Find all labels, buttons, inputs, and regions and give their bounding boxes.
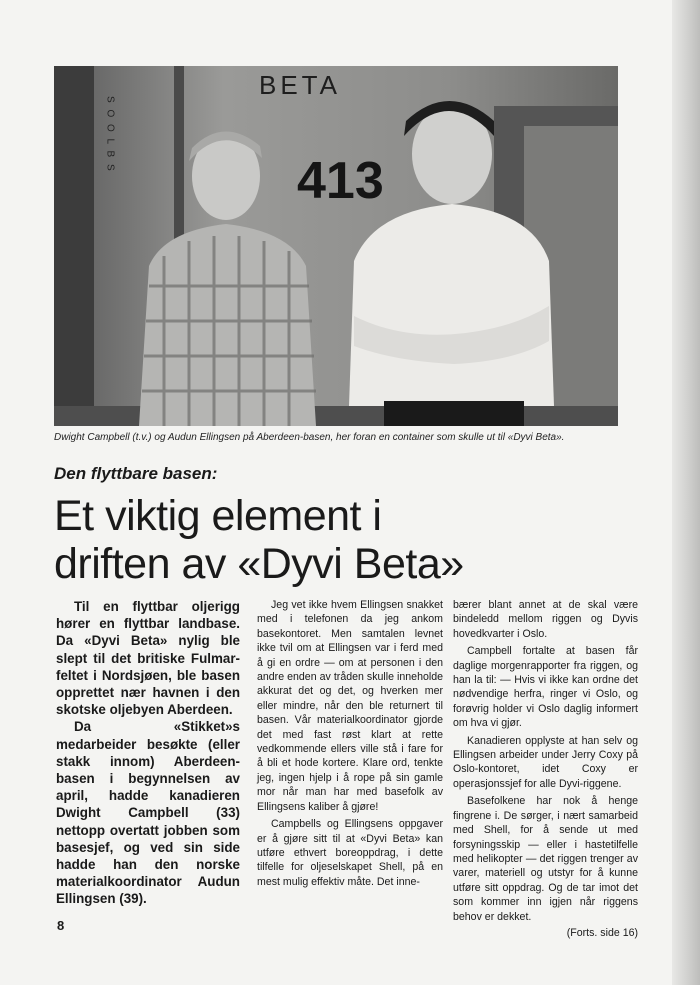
paragraph: Til en flyttbar oljerigg hører en flyttbar landbase. Da «Dyvi Beta» nylig ble slept til det britiske Fulmar-feltet i Nordsjøen, ble basen opprettet nær havnen i den skotske oljebyen Aberdeen. — [56, 599, 240, 718]
photo-caption: Dwight Campbell (t.v.) og Audun Ellingsen på Aberdeen-basen, her foran en container som skulle ut til «Dyvi Beta». — [54, 432, 565, 443]
paragraph: Kanadieren opplyste at han selv og Ellingsen arbeider under Jerry Coxy på Oslo-kontoret, idet Coxy er operasjonssjef for alle Dyvi-riggene. — [453, 734, 638, 790]
column-1 — [56, 598, 240, 908]
page-number: 8 — [57, 918, 65, 933]
article-kicker: Den flyttbare basen: — [54, 464, 218, 483]
paragraph: Campbells og Ellingsens oppgaver er å gjøre sitt til at «Dyvi Beta» kan utføre ethvert boreoppdrag, i dette tilfelle for oljeselskapet Shell, på en mest mulig effektiv måte. Det inne- — [257, 818, 443, 888]
paragraph: bærer blant annet at de skal være bindeledd mellom riggen og Dyvis hovedkvarter i Oslo. — [453, 599, 638, 640]
article-headline — [54, 492, 634, 588]
paragraph: Campbell fortalte at basen får daglige morgenrapporter fra riggen, og han la til: — Hvis vi ikke kan ordne det nødvendige herfra, ringer vi Oslo, og forøvrig holder vi Oslo daglig informert om hva vi gjør. — [453, 645, 638, 730]
container-side-text: S O O L B S — [104, 96, 116, 173]
headline-line-1: Et viktig element i — [54, 492, 382, 540]
photo — [54, 66, 618, 426]
container-number: 413 — [297, 152, 384, 210]
paragraph: Da «Stikket»s medarbeider besøkte (eller stakk innom) Aberdeen-basen i begynnelsen av april, hadde kanadieren Dwight Campbell (33) nettopp overtatt jobben som basesjef, og ved sin side hadde han den norske materialkoordinator Audun Ellingsen (39). — [56, 719, 240, 907]
paragraph: Jeg vet ikke hvem Ellingsen snakket med i telefonen da jeg ankom basekontoret. Men samtalen levnet ikke tvil om at Ellingsen var i ferd med å gi en ordre — om at personen i den andre enden av tråden skulle inneholde akkurat det og det, og hverken mer eller mindre, når den ble returnert til basen. Vår materialkoordinator gjorde det med fast røst klart at rette vedkommende ellers ville stå i fare for å bli et hode kortere. Klare ord, tenkte jeg, ingen hjelp i å rope på sin gamle mor når man har med basefolk av Ellingsens kaliber å gjøre! — [257, 599, 443, 813]
paragraph: Basefolkene har nok å henge fingrene i. De sørger, i nært samarbeid med Shell, for å sende ut med forsyningsskip — eller i hastetilfelle med helikopter — det riggen trenger av varer, materiell og utstyr for å kunne utføre sitt oppdrag. Og de tar imot det som kommer inn igjen når riggens behov er dekket. — [453, 795, 638, 923]
headline-line-2: driften av «Dyvi Beta» — [54, 540, 464, 588]
container-label: BETA — [259, 70, 341, 100]
column-3 — [453, 598, 638, 940]
column-2 — [257, 598, 443, 889]
page-edge — [672, 0, 700, 985]
continued-note: (Forts. side 16) — [566, 926, 638, 939]
photo-illustration — [54, 66, 618, 426]
